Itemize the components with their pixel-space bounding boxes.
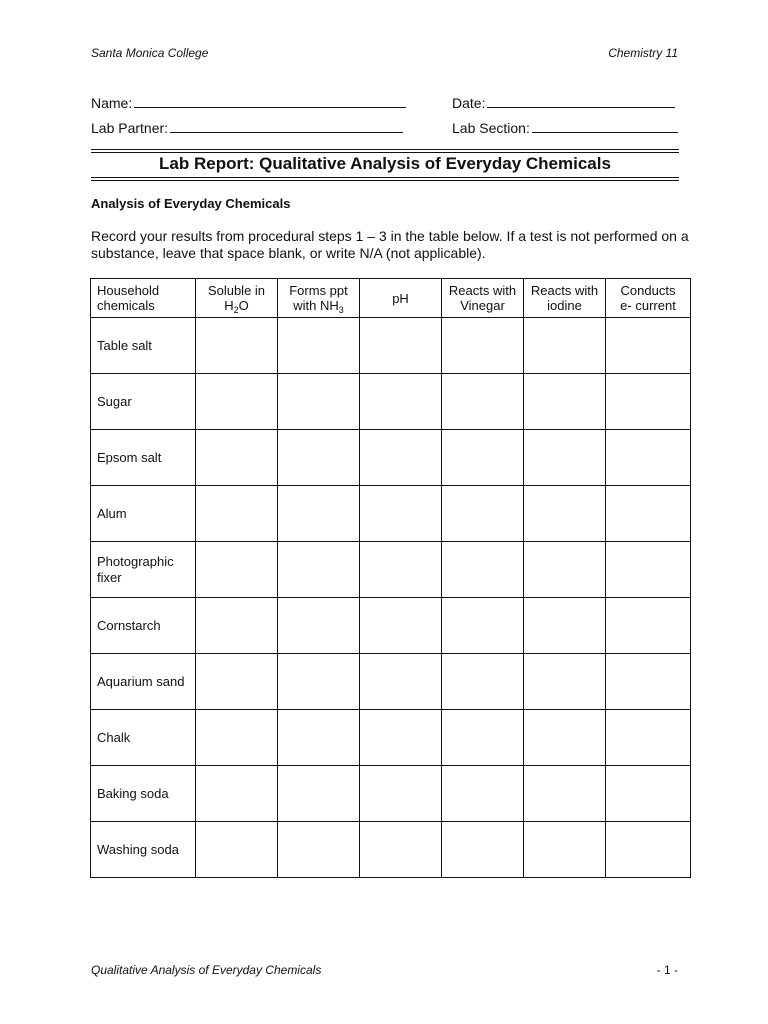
table-row [91, 654, 691, 710]
name-field [91, 93, 406, 111]
header-college: Santa Monica College [91, 46, 209, 60]
lab-partner-blank-line[interactable] [170, 118, 403, 133]
column-header-line2: chemicals [97, 298, 155, 313]
column-header-line2-pre: H [224, 298, 234, 313]
date-blank-line[interactable] [487, 93, 675, 108]
result-cell[interactable] [278, 766, 360, 822]
column-header-line1: Reacts with [530, 283, 599, 298]
result-cell[interactable] [360, 598, 442, 654]
column-header-line1: pH [392, 290, 409, 306]
table-row [91, 710, 691, 766]
title-rule-bottom-2 [91, 180, 679, 181]
result-cell[interactable] [606, 710, 691, 766]
result-cell[interactable] [606, 318, 691, 374]
footer-title: Qualitative Analysis of Everyday Chemicals [91, 963, 322, 977]
result-cell[interactable] [606, 598, 691, 654]
results-table [90, 278, 691, 878]
result-cell[interactable] [442, 766, 524, 822]
result-cell[interactable] [360, 542, 442, 598]
lab-partner-label: Lab Partner: [91, 120, 169, 136]
result-cell[interactable] [196, 710, 278, 766]
result-cell[interactable] [196, 430, 278, 486]
result-cell[interactable] [606, 822, 691, 878]
column-header-line2: e- current [620, 298, 676, 313]
result-cell[interactable] [442, 598, 524, 654]
result-cell[interactable] [442, 654, 524, 710]
result-cell[interactable] [196, 542, 278, 598]
column-header-line2: Vinegar [460, 298, 505, 313]
column-header-line1: Forms ppt [289, 283, 348, 298]
result-cell[interactable] [524, 542, 606, 598]
name-label: Name: [91, 95, 133, 111]
lab-section-field [452, 118, 678, 136]
result-cell[interactable] [360, 318, 442, 374]
page-title: Lab Report: Qualitative Analysis of Everyday Chemicals [159, 154, 611, 173]
table-row [91, 430, 691, 486]
instructions: Record your results from procedural steps 1 – 3 in the table below. If a test is not performed on a substance, leave that space blank, or write N/A (not applicable). [91, 228, 689, 261]
column-header-line1: Conducts [620, 283, 676, 298]
table-row [91, 822, 691, 878]
result-cell[interactable] [442, 542, 524, 598]
date-label: Date: [452, 95, 486, 111]
result-cell[interactable] [442, 822, 524, 878]
result-cell[interactable] [524, 766, 606, 822]
result-cell[interactable] [524, 430, 606, 486]
result-cell[interactable] [606, 542, 691, 598]
result-cell[interactable] [442, 374, 524, 430]
column-header-line2-sub: 3 [338, 305, 344, 315]
column-header-vinegar [442, 279, 524, 318]
result-cell[interactable] [524, 822, 606, 878]
name-blank-line[interactable] [134, 93, 406, 108]
column-header-line2-pre: with NH [293, 298, 339, 313]
result-cell[interactable] [606, 766, 691, 822]
column-header-chemicals [91, 279, 196, 318]
result-cell[interactable] [524, 318, 606, 374]
date-field [452, 93, 675, 111]
chemical-name-cell: Aquarium sand [91, 654, 196, 710]
page-number: - 1 - [656, 963, 678, 977]
chemical-name-cell: Table salt [91, 318, 196, 374]
result-cell[interactable] [606, 486, 691, 542]
result-cell[interactable] [196, 654, 278, 710]
lab-section-label: Lab Section: [452, 120, 530, 136]
result-cell[interactable] [278, 542, 360, 598]
result-cell[interactable] [278, 822, 360, 878]
lab-partner-field [91, 118, 403, 136]
result-cell[interactable] [524, 598, 606, 654]
result-cell[interactable] [442, 430, 524, 486]
chemical-name-cell: Photographic fixer [91, 542, 196, 598]
chemical-name-cell: Cornstarch [91, 598, 196, 654]
table-row [91, 486, 691, 542]
result-cell[interactable] [196, 766, 278, 822]
chemical-name-cell: Epsom salt [91, 430, 196, 486]
lab-section-blank-line[interactable] [532, 118, 678, 133]
table-row [91, 766, 691, 822]
header-course: Chemistry 11 [608, 46, 678, 60]
column-header-line2-post: O [238, 298, 249, 313]
result-cell[interactable] [360, 822, 442, 878]
column-header-line1: Household [97, 283, 160, 298]
table-row [91, 598, 691, 654]
title-rule-top-1 [91, 149, 679, 150]
table-row [91, 374, 691, 430]
result-cell[interactable] [196, 318, 278, 374]
result-cell[interactable] [196, 374, 278, 430]
chemical-name-cell: Sugar [91, 374, 196, 430]
result-cell[interactable] [360, 766, 442, 822]
result-cell[interactable] [606, 654, 691, 710]
column-header-line2: iodine [547, 298, 582, 313]
result-cell[interactable] [278, 430, 360, 486]
result-cell[interactable] [196, 486, 278, 542]
chemical-name-cell: Baking soda [91, 766, 196, 822]
result-cell[interactable] [360, 710, 442, 766]
result-cell[interactable] [360, 430, 442, 486]
result-cell[interactable] [524, 374, 606, 430]
result-cell[interactable] [278, 710, 360, 766]
column-header-conducts [606, 279, 691, 318]
result-cell[interactable] [278, 486, 360, 542]
title-rule-bottom-1 [91, 177, 679, 178]
column-header-line1: Soluble in [207, 283, 266, 298]
column-header-line1: Reacts with [448, 283, 517, 298]
result-cell[interactable] [606, 430, 691, 486]
column-header-soluble [196, 279, 278, 318]
result-cell[interactable] [278, 654, 360, 710]
result-cell[interactable] [524, 654, 606, 710]
column-header-line2-sub: 2 [233, 305, 239, 315]
column-header-iodine [524, 279, 606, 318]
result-cell[interactable] [442, 710, 524, 766]
result-cell[interactable] [360, 374, 442, 430]
result-cell[interactable] [196, 822, 278, 878]
result-cell[interactable] [278, 374, 360, 430]
result-cell[interactable] [360, 486, 442, 542]
table-row [91, 318, 691, 374]
result-cell[interactable] [360, 654, 442, 710]
column-header-forms-ppt [278, 279, 360, 318]
chemical-name-cell: Washing soda [91, 822, 196, 878]
result-cell[interactable] [442, 486, 524, 542]
table-header-row [91, 279, 691, 318]
result-cell[interactable] [606, 374, 691, 430]
result-cell[interactable] [442, 318, 524, 374]
title-rule-top-2 [91, 152, 679, 153]
result-cell[interactable] [196, 598, 278, 654]
result-cell[interactable] [278, 598, 360, 654]
table-body [91, 318, 691, 878]
result-cell[interactable] [524, 710, 606, 766]
table-row [91, 542, 691, 598]
result-cell[interactable] [278, 318, 360, 374]
chemical-name-cell: Alum [91, 486, 196, 542]
column-header-ph [360, 279, 442, 318]
result-cell[interactable] [524, 486, 606, 542]
chemical-name-cell: Chalk [91, 710, 196, 766]
section-heading: Analysis of Everyday Chemicals [91, 196, 291, 211]
